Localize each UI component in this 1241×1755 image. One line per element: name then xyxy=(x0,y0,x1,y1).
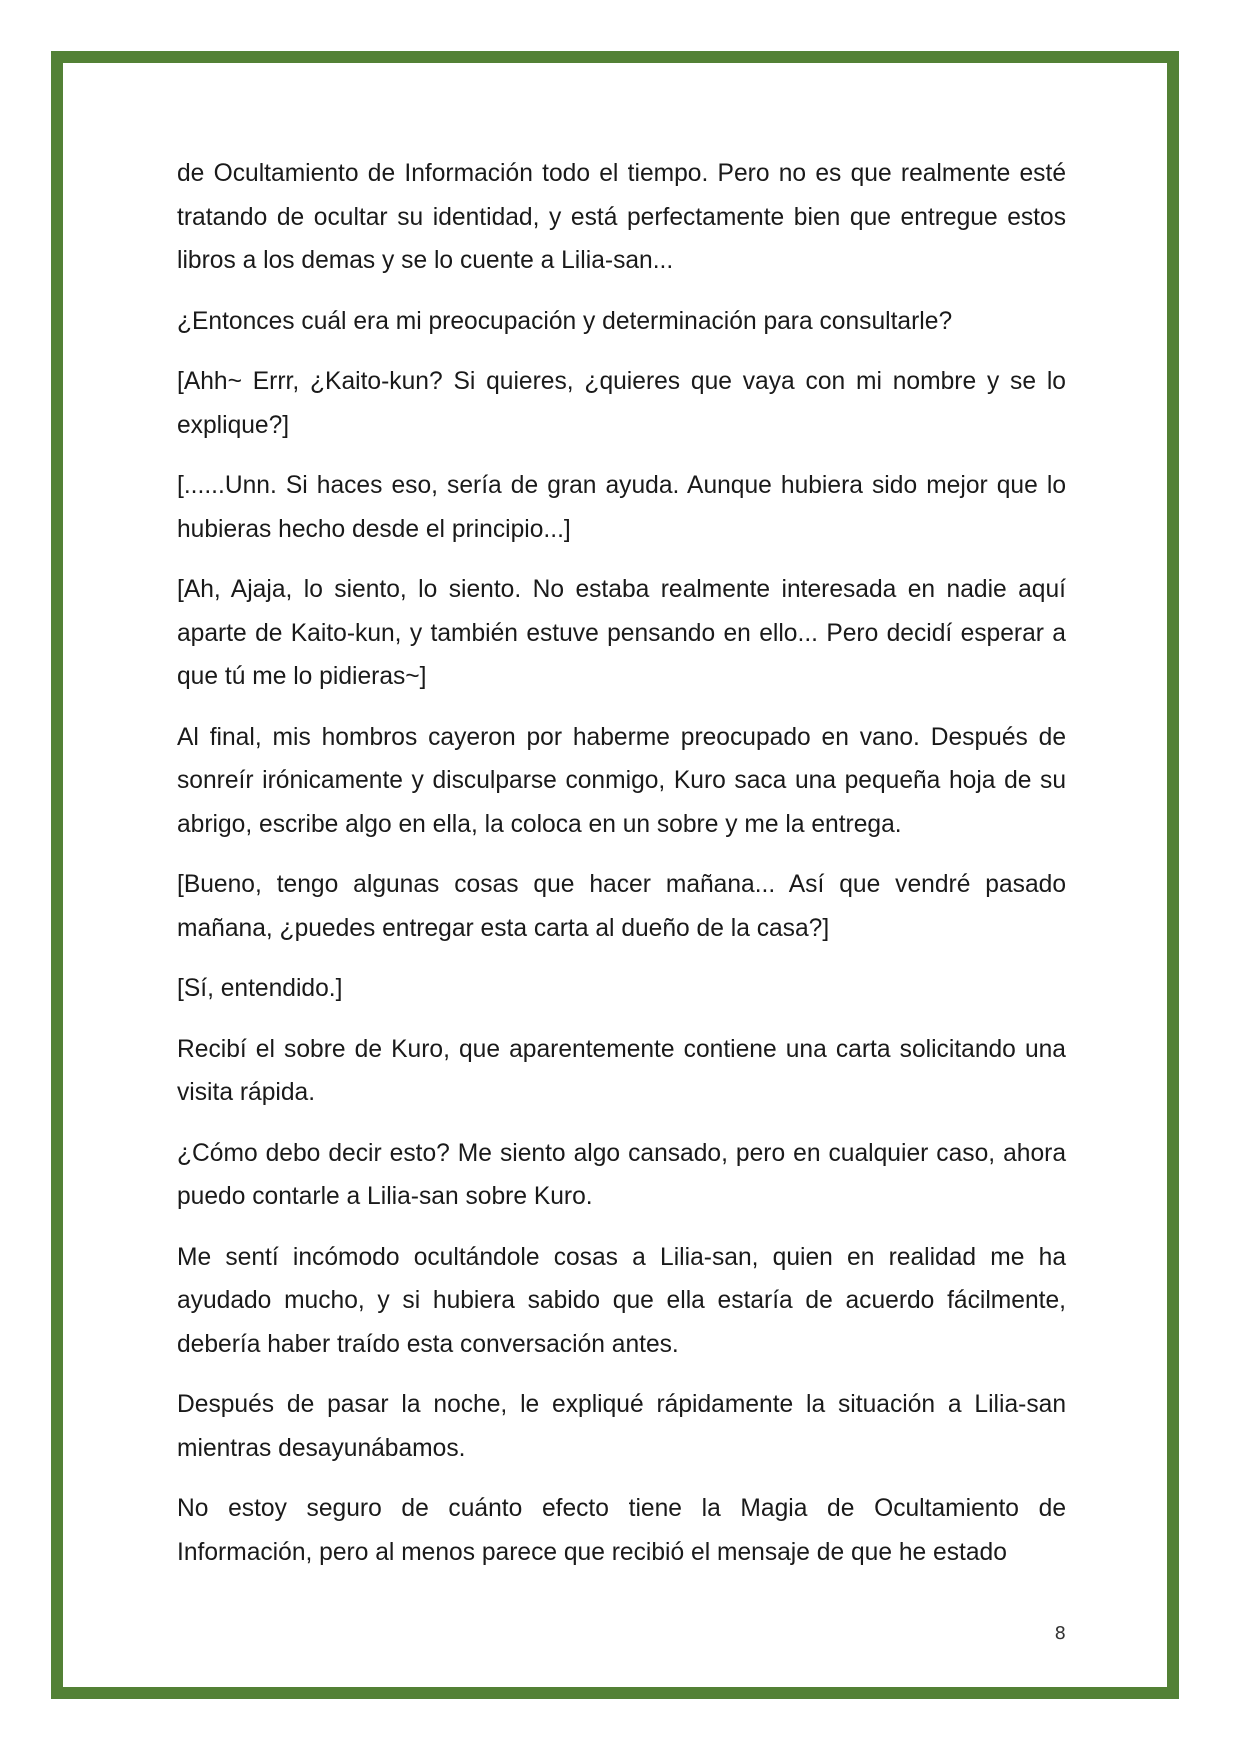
paragraph-9: Recibí el sobre de Kuro, que aparentemente contiene una carta solicitando una visita rápida. xyxy=(177,1035,1066,1106)
paragraph-1: de Ocultamiento de Información todo el tiempo. Pero no es que realmente esté tratando de ocultar su identidad, y está perfectamente bien que entregue estos libros a los demas y se lo cuente a Lilia-san... xyxy=(177,160,1066,274)
paragraph-13: No estoy seguro de cuánto efecto tiene la Magia de Ocultamiento de Información, pero al menos parece que recibió el mensaje de que he estado xyxy=(177,1495,1066,1566)
paragraph-3: [Ahh~ Errr, ¿Kaito-kun? Si quieres, ¿quieres que vaya con mi nombre y se lo explique?] xyxy=(177,368,1066,439)
paragraph-6: Al final, mis hombros cayeron por haberme preocupado en vano. Después de sonreír irónicamente y disculparse conmigo, Kuro saca una pequeña hoja de su abrigo, escribe algo en ella, la coloca en un sobre y me la entrega. xyxy=(177,723,1066,838)
paragraph-2: ¿Entonces cuál era mi preocupación y determinación para consultarle? xyxy=(177,307,953,335)
paragraph-12: Después de pasar la noche, le expliqué rápidamente la situación a Lilia-san mientras desayunábamos. xyxy=(177,1391,1066,1462)
paragraph-11: Me sentí incómodo ocultándole cosas a Lilia-san, quien en realidad me ha ayudado mucho, y si hubiera sabido que ella estaría de acuerdo fácilmente, debería haber traído esta conversación antes. xyxy=(177,1243,1066,1358)
paragraph-5: [Ah, Ajaja, lo siento, lo siento. No estaba realmente interesada en nadie aquí aparte de Kaito-kun, y también estuve pensando en ello... Pero decidí esperar a que tú me lo pidieras~] xyxy=(177,576,1066,690)
paragraph-4: [......Unn. Si haces eso, sería de gran ayuda. Aunque hubiera sido mejor que lo hubieras hecho desde el principio...] xyxy=(177,472,1066,543)
paragraph-10: ¿Cómo debo decir esto? Me siento algo cansado, pero en cualquier caso, ahora puedo contarle a Lilia-san sobre Kuro. xyxy=(177,1139,1066,1210)
paragraph-8: [Sí, entendido.] xyxy=(177,975,343,1002)
paragraph-7: [Bueno, tengo algunas cosas que hacer mañana... Así que vendré pasado mañana, ¿puedes entregar esta carta al dueño de la casa?] xyxy=(177,871,1066,942)
page-number: 8 xyxy=(1054,1623,1066,1644)
page-body xyxy=(177,152,1066,1591)
